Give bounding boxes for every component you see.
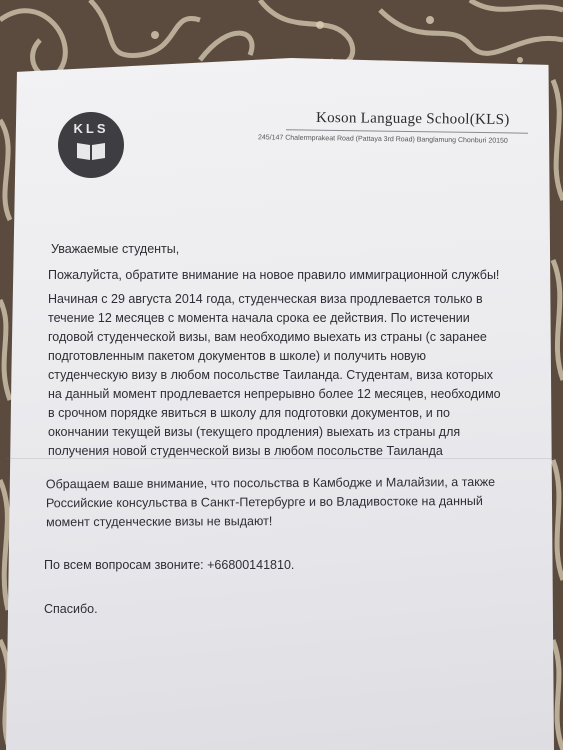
main-line: получения новой студенческой визы в любом посольстве Таиланда [48, 444, 443, 458]
logo-text: KLS [73, 121, 109, 136]
main-line: в срочном порядке явиться в школу для подготовки документов, и по [48, 406, 450, 420]
main-line: на данный момент продлевается непрерывно более 12 месяцев, необходимо [48, 387, 501, 401]
note-line: Российские консульства в Санкт-Петербурге и во Владивостоке на данный [45, 493, 483, 511]
letter-notice: Пожалуйста, обратите внимание на новое правило иммиграционной службы! [48, 268, 500, 282]
letter-greeting: Уважаемые студенты, [51, 242, 180, 256]
letter-contact: По всем вопросам звоните: +66800141810. [44, 558, 295, 572]
school-name: Koson Language School(KLS) [315, 109, 510, 129]
letter-note-paragraph [46, 473, 526, 533]
letter-thanks: Спасибо. [44, 602, 98, 616]
main-line: подготовленным пакетом документов в школе) и получить новую [48, 349, 427, 363]
main-line: Начиная с 29 августа 2014 года, студенческая виза продлевается только в [48, 292, 483, 306]
main-line: годовой студенческой визы, вам необходимо выехать из страны (с заранее [48, 330, 487, 344]
note-line: момент студенческие визы не выдают! [46, 514, 273, 530]
main-line: студенческую визу в любом посольстве Таиланда. Студентам, виза которых [48, 368, 494, 382]
main-line: течение 12 месяцев с момента начала срока ее действия. По истечении [48, 311, 470, 325]
school-address: 245/147 Chalermprakeat Road (Pattaya 3rd Road) Banglamung Chonburi 20150 [257, 134, 508, 145]
letter-main-paragraph [48, 290, 528, 461]
book-icon [75, 140, 107, 162]
main-line: окончании текущей визы (текущего продления) выехать из страны для [48, 425, 461, 439]
school-logo [58, 112, 124, 178]
note-line: Обращаем ваше внимание, что посольства в Камбодже и Малайзии, а также [45, 474, 496, 492]
